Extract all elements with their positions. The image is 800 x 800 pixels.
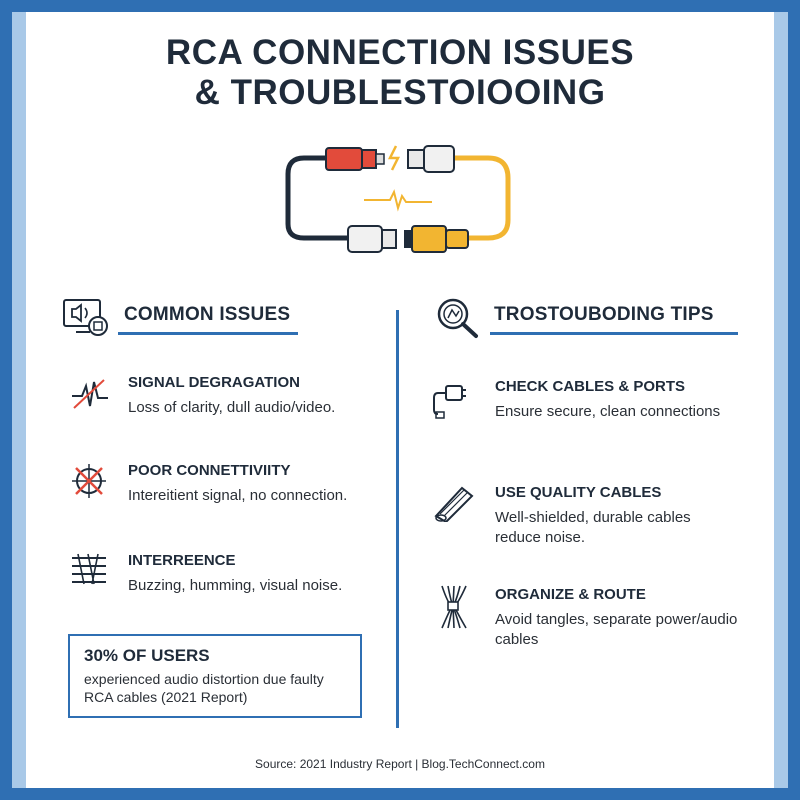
tip-title: USE QUALITY CABLES (495, 484, 662, 501)
tips-heading: TROSTOUBODING TIPS (494, 304, 714, 325)
stat-headline: 30% OF USERS (84, 646, 210, 665)
cable-bundle-icon (438, 584, 468, 630)
column-divider (396, 310, 399, 728)
broken-connection-icon (70, 462, 108, 500)
source-note: Source: 2021 Industry Report | Blog.TechConnect.com (255, 757, 545, 771)
title-line-1: RCA CONNECTION ISSUES (165, 33, 635, 72)
issue-desc: Loss of clarity, dull audio/video. (128, 399, 336, 416)
tip-desc-line: reduce noise. (495, 529, 586, 546)
common-issues-heading: COMMON ISSUES (124, 304, 291, 325)
cable-icon (432, 482, 476, 522)
issue-title: INTERREENCE (128, 552, 236, 569)
tip-title: ORGANIZE & ROUTE (495, 586, 646, 603)
issue-title: POOR CONNETTIVIITY (128, 462, 291, 479)
issue-desc: Intereitient signal, no connection. (128, 487, 348, 504)
stat-callout (68, 634, 362, 718)
common-issues-underline (118, 332, 298, 335)
stat-description (84, 670, 354, 706)
monitor-speaker-icon (62, 296, 110, 338)
signal-wave-icon (70, 376, 110, 412)
magnifier-icon (434, 296, 480, 340)
tips-underline (490, 332, 738, 335)
interference-lines-icon (70, 550, 110, 586)
stat-line: RCA cables (2021 Report) (84, 689, 248, 705)
tip-desc (495, 610, 737, 650)
tip-desc (495, 508, 691, 548)
tip-desc-line: cables (495, 631, 539, 648)
tip-desc: Ensure secure, clean connections (495, 403, 721, 420)
tip-desc-line: Well-shielded, durable cables (495, 509, 691, 526)
tip-desc-line: Avoid tangles, separate power/audio (495, 611, 738, 628)
stat-line: experienced audio distortion due faulty (84, 671, 324, 687)
issue-title: SIGNAL DEGRAGATION (128, 374, 300, 391)
plug-icon (432, 380, 466, 420)
issue-desc: Buzzing, humming, visual noise. (128, 577, 343, 594)
rca-cables-icon (280, 138, 520, 260)
title-line-2: & TROUBLESTOIOOING (194, 73, 606, 112)
tip-title: CHECK CABLES & PORTS (495, 378, 686, 395)
